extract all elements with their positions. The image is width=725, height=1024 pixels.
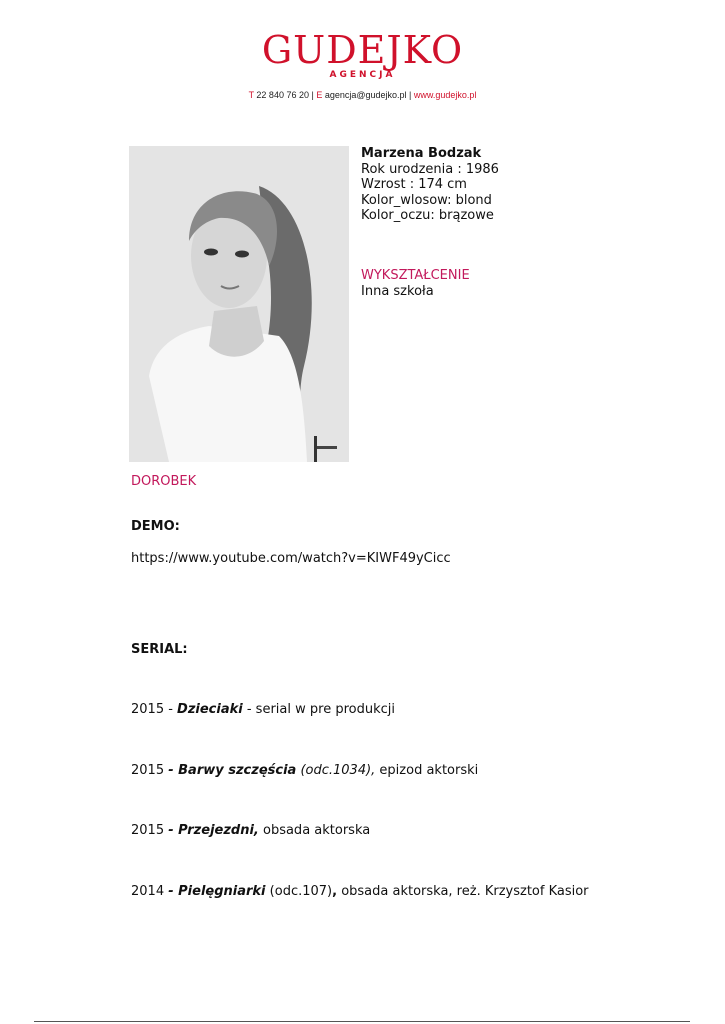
eye-color: Kolor_oczu: brązowe — [361, 208, 494, 223]
agency-logo-subtitle: AGENCJA — [329, 70, 396, 80]
credit-comma: , — [332, 884, 338, 899]
credit-episode: (odc.1034), — [296, 763, 376, 778]
website-link[interactable]: www.gudejko.pl — [413, 90, 477, 100]
hair-color: Kolor_wlosow: blond — [361, 192, 492, 208]
credit-title: Dzieciaki — [177, 702, 243, 717]
credit-role: obsada aktorska — [258, 823, 371, 838]
email-label: E — [316, 90, 323, 100]
height: Wzrost : 174 cm — [361, 177, 467, 192]
phone-label: T — [248, 90, 254, 100]
credit-year: 2014 — [131, 884, 169, 899]
education-heading: WYKSZTAŁCENIE — [361, 268, 470, 283]
credit-role: - serial w pre produkcji — [242, 702, 395, 717]
phone-number: 22 840 76 20 | — [253, 90, 317, 100]
education-school: Inna szkoła — [361, 284, 434, 299]
birth-year: Rok urodzenia : 1986 — [361, 161, 499, 177]
credit-year: 2015 — [131, 763, 169, 778]
person-name: Marzena Bodzak — [361, 146, 482, 161]
credit-dash: - — [168, 763, 179, 778]
portrait-photo — [129, 146, 349, 462]
portrait-illustration — [129, 146, 349, 462]
email-address: agencja@gudejko.pl | — [322, 90, 414, 100]
achievements-heading: DOROBEK — [131, 474, 197, 489]
credit-dash: - — [168, 823, 179, 838]
credit-dash: - — [168, 884, 179, 899]
credit-title: Przejezdni, — [178, 823, 259, 838]
credit-entry — [131, 702, 395, 718]
demo-link[interactable]: https://www.youtube.com/watch?v=KIWF49yCicc — [131, 551, 451, 566]
credit-year: 2015 — [131, 823, 169, 838]
agency-logo: GUDEJKO — [261, 28, 464, 72]
profile-details — [361, 146, 681, 224]
footer-divider — [34, 1021, 690, 1022]
credit-role: obsada aktorska, reż. Krzysztof Kasior — [337, 884, 589, 899]
credit-entry — [131, 823, 370, 839]
credit-title: Barwy szczęścia — [178, 763, 297, 778]
credit-entry — [131, 884, 589, 900]
serial-label: SERIAL: — [131, 642, 188, 657]
credit-title: Pielęgniarki — [178, 884, 266, 899]
credit-year: 2015 - — [131, 702, 178, 717]
education-section — [361, 268, 470, 300]
credit-role: epizod aktorski — [375, 763, 479, 778]
contact-line — [0, 90, 725, 100]
credit-episode: (odc.107) — [265, 884, 333, 899]
credit-entry — [131, 763, 478, 779]
demo-label: DEMO: — [131, 519, 180, 534]
